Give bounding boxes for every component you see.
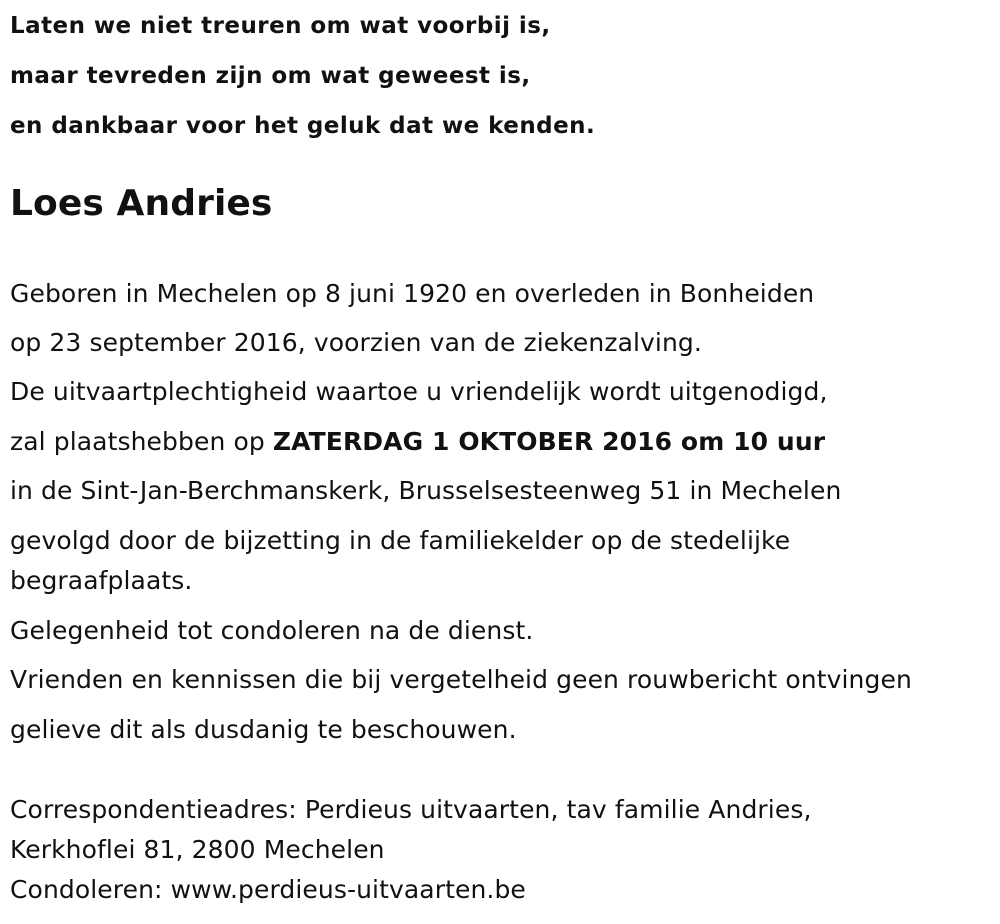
poem-line-3: en dankbaar voor het geluk dat we kenden.: [10, 113, 596, 139]
obituary-notice: [10, 0, 995, 924]
death-date-line: op 23 september 2016, voorzien van de ziekenzalving.: [10, 328, 702, 357]
notice-note-line-2: gelieve dit als dusdanig te beschouwen.: [10, 715, 517, 744]
funeral-date-prefix: zal plaatshebben op: [10, 427, 273, 456]
condolence-website: Condoleren: www.perdieus-uitvaarten.be: [10, 875, 526, 904]
church-address-line: in de Sint-Jan-Berchmanskerk, Brusselsesteenweg 51 in Mechelen: [10, 476, 842, 505]
funeral-invitation-line: De uitvaartplechtigheid waartoe u vriendelijk wordt uitgenodigd,: [10, 377, 828, 406]
correspondence-address-line: Correspondentieadres: Perdieus uitvaarten, tav familie Andries,: [10, 795, 812, 824]
funeral-date-time: ZATERDAG 1 OKTOBER 2016 om 10 uur: [272, 427, 826, 456]
poem-line-2: maar tevreden zijn om wat geweest is,: [10, 63, 531, 89]
burial-line: gevolgd door de bijzetting in de familiekelder op de stedelijke: [10, 526, 791, 555]
funeral-date-line: [10, 427, 825, 457]
deceased-name: Loes Andries: [10, 183, 273, 224]
notice-note-line: Vrienden en kennissen die bij vergetelheid geen rouwbericht ontvingen: [10, 665, 912, 694]
poem-line-1: Laten we niet treuren om wat voorbij is,: [10, 13, 551, 39]
condolence-info-line: Gelegenheid tot condoleren na de dienst.: [10, 616, 534, 645]
burial-place-line: begraafplaats.: [10, 566, 193, 595]
correspondence-street-line: Kerkhoflei 81, 2800 Mechelen: [10, 835, 385, 864]
birth-death-line: Geboren in Mechelen op 8 juni 1920 en overleden in Bonheiden: [10, 279, 815, 308]
